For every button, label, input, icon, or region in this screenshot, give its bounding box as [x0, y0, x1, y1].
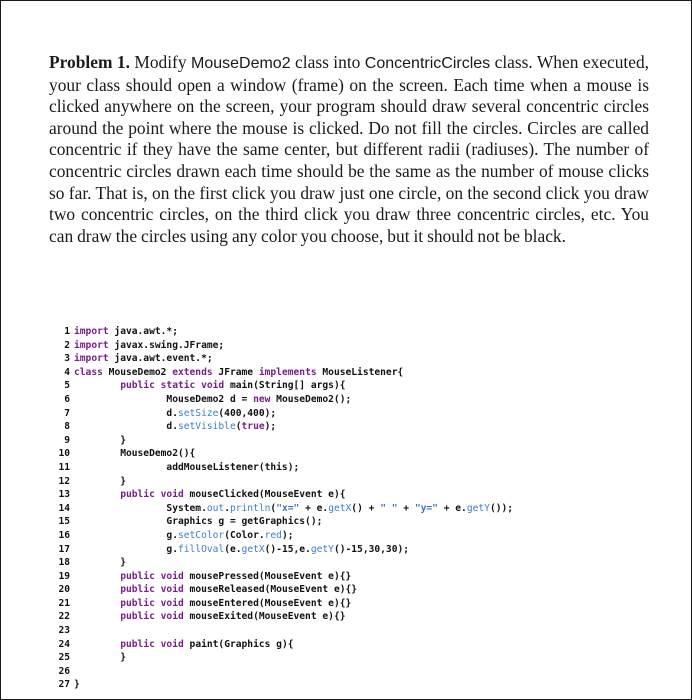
code-line	[56, 502, 513, 516]
code-line	[56, 610, 513, 624]
code-line	[56, 556, 513, 570]
line-number: 25	[58, 652, 70, 664]
line-number: 15	[58, 516, 70, 528]
line-number: 22	[58, 611, 70, 623]
code-text: addMouseListener(this);	[74, 461, 300, 473]
code-text: d.setVisible(true);	[74, 421, 277, 433]
code-line	[56, 515, 513, 529]
code-text: import java.awt.*;	[74, 326, 178, 337]
line-number: 24	[58, 638, 70, 650]
code-line	[56, 325, 513, 339]
line-number: 11	[58, 461, 70, 473]
line-number: 13	[58, 489, 70, 501]
code-line	[56, 583, 513, 597]
line-number: 7	[64, 407, 70, 419]
code-line	[56, 651, 513, 665]
class-name-concentriccircles: ConcentricCircles	[364, 55, 491, 72]
code-line	[56, 597, 513, 611]
code-text: import java.awt.event.*;	[74, 353, 213, 365]
line-number: 10	[58, 448, 70, 460]
line-number: 9	[64, 434, 70, 446]
code-line	[56, 488, 513, 502]
code-line	[56, 475, 513, 489]
code-text: Graphics g = getGraphics();	[74, 516, 323, 528]
code-text: }	[74, 557, 126, 569]
code-text: public static void main(String[] args){	[120, 380, 346, 392]
code-text: }	[74, 434, 126, 446]
code-text: g.fillOval(e.getX()-15,e.getY()-15,30,30);	[74, 543, 410, 555]
code-text: d.setSize(400,400);	[74, 407, 277, 419]
code-text: public void mouseReleased(MouseEvent e){}	[120, 584, 358, 596]
code-text: public void mousePressed(MouseEvent e){}	[120, 570, 352, 582]
line-number: 18	[58, 557, 70, 569]
line-number: 17	[58, 543, 70, 555]
code-line	[56, 352, 513, 366]
code-line	[56, 543, 513, 557]
code-text: MouseDemo2(){	[74, 448, 196, 460]
code-line	[56, 638, 513, 652]
problem-text-2: class into	[290, 52, 365, 72]
code-text: public void paint(Graphics g){	[120, 638, 294, 650]
code-line	[56, 624, 513, 638]
code-line	[56, 393, 513, 407]
code-line	[56, 379, 513, 393]
code-line	[56, 678, 513, 692]
code-text: public void mouseExited(MouseEvent e){}	[120, 611, 346, 623]
code-text: System.out.println("x=" + e.getX() + " " + "y=" + e.getY());	[74, 502, 514, 514]
problem-text-3: class. When executed, your class should open a window (frame) on the screen. Each time when a mouse is clicked anywhere on the screen, your program should draw several concentric circles around the point where the mouse is clicked. Do not fill the circles. Circles are called concentric if they have the same center, but different radii (radiuses). The number of concentric circles drawn each time should be the same as the number of mouse clicks so far. That is, on the first click you draw just one circle, on the second click you draw two concentric circles, on the third click you draw three concentric circles, etc. You can draw the circles using any color you choose, but it should not be black.	[49, 52, 649, 246]
code-line	[56, 366, 513, 380]
code-line	[56, 665, 513, 679]
class-name-mousedemo2: MouseDemo2	[191, 55, 291, 72]
code-line	[56, 570, 513, 584]
line-number: 12	[58, 475, 70, 487]
code-text: MouseDemo2 d = new MouseDemo2();	[74, 393, 352, 405]
code-line	[56, 420, 513, 434]
line-number: 3	[64, 353, 70, 365]
line-number: 27	[58, 679, 70, 691]
code-line	[56, 434, 513, 448]
code-text: class MouseDemo2 extends JFrame implements MouseListener{	[74, 366, 404, 378]
line-number: 4	[64, 366, 70, 378]
line-number: 26	[58, 665, 70, 677]
problem-statement	[49, 52, 649, 247]
problem-heading: Problem 1.	[49, 52, 130, 72]
code-text: }	[74, 652, 126, 664]
code-text: }	[74, 679, 80, 691]
line-number: 23	[58, 625, 70, 637]
line-number: 1	[64, 326, 70, 337]
line-number: 8	[64, 421, 70, 433]
line-number: 2	[64, 339, 70, 351]
code-line	[56, 461, 513, 475]
code-listing	[56, 325, 513, 692]
line-number: 16	[58, 529, 70, 541]
line-number: 20	[58, 584, 70, 596]
line-number: 6	[64, 393, 70, 405]
code-text: }	[74, 475, 126, 487]
line-number: 14	[58, 502, 70, 514]
code-text: public void mouseEntered(MouseEvent e){}	[120, 597, 352, 609]
code-text: import javax.swing.JFrame;	[74, 339, 225, 351]
line-number: 5	[64, 380, 70, 392]
problem-text-1: Modify	[134, 52, 191, 72]
code-text: public void mouseClicked(MouseEvent e){	[120, 489, 346, 501]
code-line	[56, 529, 513, 543]
line-number: 21	[58, 597, 70, 609]
code-line	[56, 407, 513, 421]
line-number: 19	[58, 570, 70, 582]
code-line	[56, 339, 513, 353]
code-text: g.setColor(Color.red);	[74, 529, 294, 541]
code-line	[56, 447, 513, 461]
